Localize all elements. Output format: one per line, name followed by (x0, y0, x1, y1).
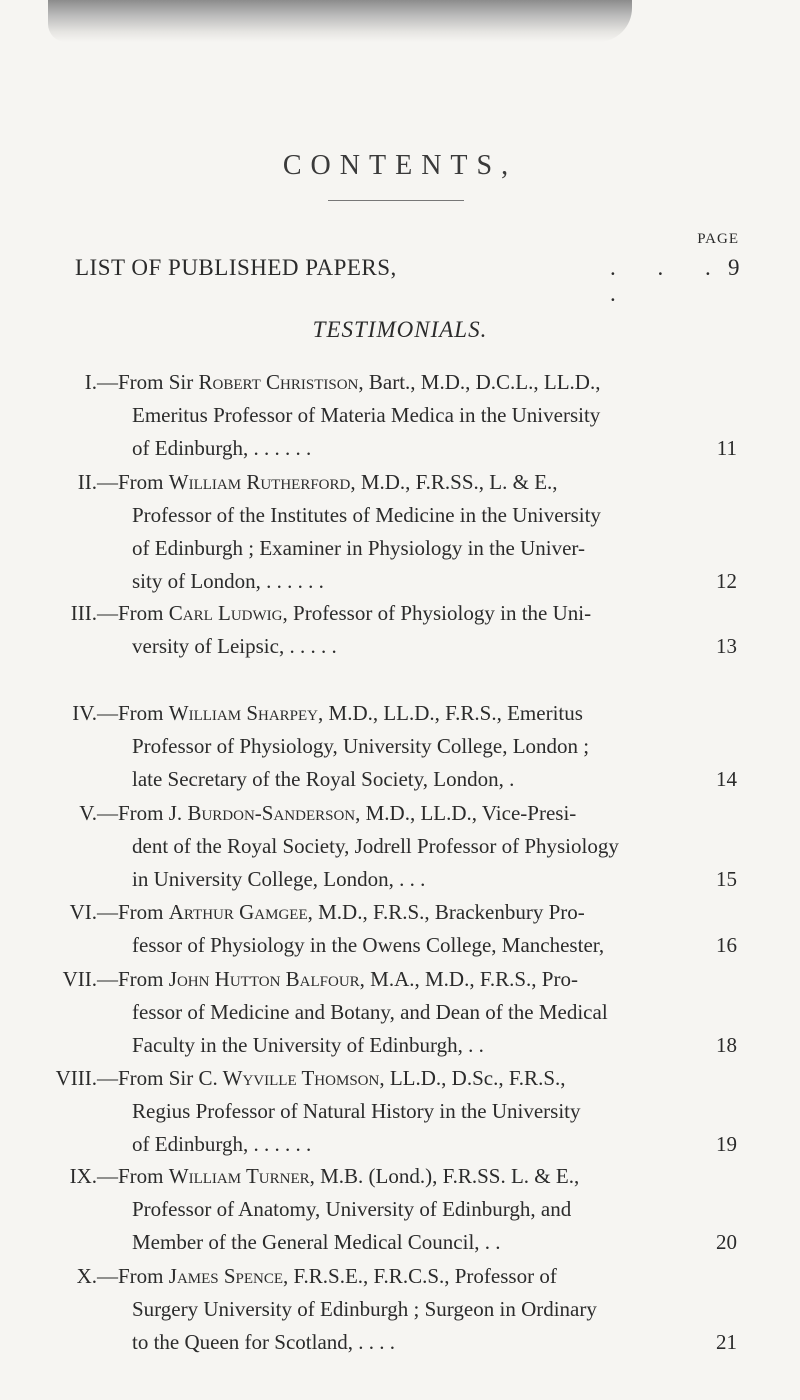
entry-continuation-line: of Edinburgh, . . . . . . (132, 1132, 312, 1156)
entry-continuation-line: Professor of the Institutes of Medicine in the University (132, 503, 601, 527)
entry-from-text: —From (97, 1164, 169, 1188)
entry-numeral: IX. (69, 1164, 97, 1188)
entry-numeral: VII. (62, 967, 97, 991)
page-title: CONTENTS, (282, 150, 518, 181)
page-column-label: PAGE (697, 231, 739, 247)
entry-from-text: —From (97, 470, 169, 494)
entry-from-text: —From (97, 701, 169, 725)
dot-leader: . . . . (610, 255, 729, 306)
entry-author-name: William Turner (168, 1164, 310, 1188)
entry-author-name: Robert Christison (198, 370, 359, 394)
entry-author-name: Arthur Gamgee (168, 900, 308, 924)
entry-text (97, 1062, 657, 1161)
entry-from-text: —From Sir (97, 370, 199, 394)
entry-numeral: III. (70, 601, 97, 625)
entry-continuation-line: Emeritus Professor of Materia Medica in the University (132, 403, 601, 427)
entry-first-line (97, 963, 657, 996)
entry-continuation-line: sity of London, . . . . . . (132, 569, 324, 593)
entry-first-line (97, 366, 657, 399)
list-of-papers-title: LIST OF PUBLISHED PAPERS, (75, 255, 397, 280)
page-top-edge (48, 0, 632, 42)
entry-numeral: IV. (72, 701, 97, 725)
entry-text (97, 1160, 657, 1259)
entry-numeral: V. (79, 801, 97, 825)
title-rule (328, 200, 464, 201)
entry-credentials: , M.D., LL.D., F.R.S., Emeritus (318, 701, 583, 725)
entry-continuation-line: Member of the General Medical Council, . . (132, 1230, 501, 1254)
entry-from-text: —From (97, 601, 169, 625)
entry-first-line (97, 1062, 657, 1095)
entry-continuation-line: versity of Leipsic, . . . . . (132, 634, 337, 658)
entry-page-number: 13 (716, 634, 737, 658)
entry-continuation-line: of Edinburgh, . . . . . . (132, 436, 312, 460)
entry-credentials: , M.D., F.R.S., Brackenbury Pro- (307, 900, 585, 924)
entry-page-number: 15 (716, 867, 737, 891)
entry-page-number: 11 (716, 436, 737, 460)
entry-from-text: —From (97, 967, 169, 991)
entry-text (97, 466, 657, 598)
entry-author-name: C. Wyville Thomson (198, 1066, 380, 1090)
entry-text (97, 366, 657, 465)
entry-continuation-line: fessor of Physiology in the Owens College, Manchester, (132, 933, 605, 957)
entry-page-number: 19 (716, 1132, 737, 1156)
entry-from-text: —From J. (97, 801, 188, 825)
entry-numeral: VIII. (55, 1066, 97, 1090)
entry-author-name: John Hutton Balfour (168, 967, 360, 991)
entry-continuation-line: Professor of Anatomy, University of Edinburgh, and (132, 1197, 572, 1221)
entry-continuation-line: Regius Professor of Natural History in the University (132, 1099, 581, 1123)
entry-numeral: X. (76, 1264, 97, 1288)
entry-text (97, 963, 657, 1062)
entry-continuation-line: Surgery University of Edinburgh ; Surgeon in Ordinary (132, 1297, 597, 1321)
entry-author-name: Burdon-Sanderson (187, 801, 356, 825)
entry-first-line (97, 597, 657, 630)
entry-numeral: VI. (69, 900, 97, 924)
entry-numeral: I. (84, 370, 97, 394)
entry-first-line (97, 1260, 657, 1293)
entry-first-line (97, 1160, 657, 1193)
entry-continuation-line: Faculty in the University of Edinburgh, . . (132, 1033, 484, 1057)
testimonials-heading: TESTIMONIALS. (312, 317, 488, 342)
entry-text (97, 1260, 657, 1359)
entry-continuation-line: of Edinburgh ; Examiner in Physiology in the Univer- (132, 536, 585, 560)
entry-continuation-line: late Secretary of the Royal Society, London, . (132, 767, 515, 791)
entry-continuation-line: Professor of Physiology, University College, London ; (132, 734, 590, 758)
entry-credentials: , F.R.S.E., F.R.C.S., Professor of (283, 1264, 557, 1288)
entry-credentials: , M.D., LL.D., Vice-Presi- (355, 801, 577, 825)
entry-continuation-line: in University College, London, . . . (132, 867, 426, 891)
entry-page-number: 20 (716, 1230, 737, 1254)
entry-page-number: 21 (716, 1330, 737, 1354)
entry-first-line (97, 797, 657, 830)
entry-continuation-line: dent of the Royal Society, Jodrell Professor of Physiology (132, 834, 619, 858)
entry-continuation-line: fessor of Medicine and Botany, and Dean of the Medical (132, 1000, 608, 1024)
entry-credentials: , M.D., F.R.SS., L. & E., (350, 470, 558, 494)
entry-credentials: , M.B. (Lond.), F.R.SS. L. & E., (309, 1164, 580, 1188)
entry-first-line (97, 466, 657, 499)
entry-author-name: James Spence (168, 1264, 284, 1288)
entry-author-name: William Sharpey (168, 701, 319, 725)
entry-page-number: 14 (716, 767, 737, 791)
entry-credentials: , M.A., M.D., F.R.S., Pro- (359, 967, 578, 991)
entry-page-number: 12 (716, 569, 737, 593)
entry-text (97, 896, 657, 962)
entry-credentials: , Professor of Physiology in the Uni- (282, 601, 592, 625)
entry-from-text: —From (97, 1264, 169, 1288)
entry-credentials: , LL.D., D.Sc., F.R.S., (379, 1066, 566, 1090)
entry-text (97, 697, 657, 796)
entry-first-line (97, 697, 657, 730)
list-of-papers-page: 9 (728, 255, 740, 280)
entry-page-number: 18 (716, 1033, 737, 1057)
entry-text (97, 597, 657, 663)
entry-text (97, 797, 657, 896)
entry-continuation-line: to the Queen for Scotland, . . . . (132, 1330, 396, 1354)
list-of-papers-row (75, 255, 740, 306)
entry-page-number: 16 (716, 933, 737, 957)
entry-from-text: —From (97, 900, 169, 924)
entry-author-name: William Rutherford (168, 470, 351, 494)
entry-numeral: II. (77, 470, 97, 494)
entry-credentials: , Bart., M.D., D.C.L., LL.D., (358, 370, 601, 394)
entry-author-name: Carl Ludwig (168, 601, 283, 625)
entry-from-text: —From Sir (97, 1066, 199, 1090)
entry-first-line (97, 896, 657, 929)
